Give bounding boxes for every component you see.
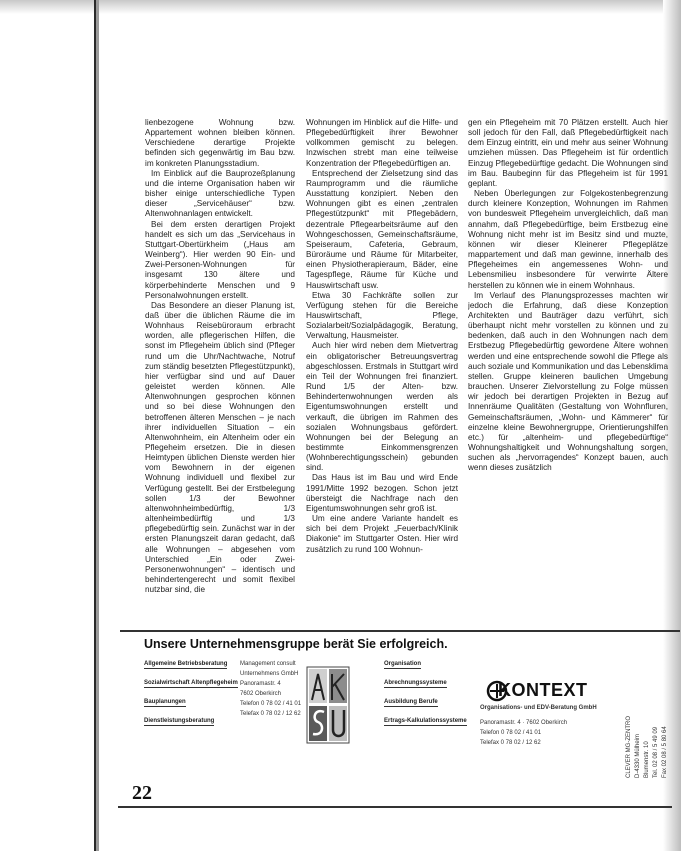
paragraph: lienbezogene Wohnung bzw. Appartement wohnen bleiben können. Verschiedene derartige Projekte befinden sich gegenwärtig im Bau bzw. im konkreten Planungsstadium.	[145, 118, 295, 168]
ad-service-label: Ausbildung Berufe	[384, 699, 438, 705]
paragraph: Neben Überlegungen zur Folgekostenbegrenzung durch kleinere Konzeption, Wohnungen im Rahmen von bundesweit Pflegeheim unvergleichlich, daß man annahm, daß Pflegebedürftige, beim Erstbezug eine Wohnung nicht mehr ist im Besitz sind und muzte, können wir dieser Kleinerer Pflegeplätze mappartement und daß man gewinne, innerhalb des Pflegeheimes ein angemessenes Wohn- und Lebensmilieu insbesondere für verwirrte Ältere herstellen zu können wie in einem Wohnhaus.	[468, 189, 668, 290]
article-column-3	[468, 118, 668, 611]
footer-rule	[118, 806, 672, 808]
kontext-tagline: Organisations- und EDV-Beratung GmbH	[480, 705, 597, 711]
ad-service-label: Sozialwirtschaft Altenpflegeheim	[144, 680, 238, 686]
ad-top-rule	[120, 630, 680, 632]
ad-service-label: Bauplanungen	[144, 699, 186, 705]
paragraph: Wohnungen im Hinblick auf die Hilfe- und Pflegebedürftigkeit ihrer Bewohner vollkommen gemischt zu belegen. Inzwischen strebt man eine teilweise Konzentration der Pflegebedürftigen an.	[306, 118, 458, 168]
article-column-2	[306, 118, 458, 555]
address-line: Unternehmens GmbH	[240, 671, 299, 677]
ad-service-label: Allgemeine Betriebsberatung	[144, 661, 228, 667]
paragraph: Entsprechend der Zielsetzung sind das Raumprogramm und die räumliche Ausstattung konzipiert. Neben den Wohnungen gibt es einen „zentralen Pflegestützpunkt“ mit Pflegebädern, dezentrale Pflegearbeitsräume auf den Wohngeschossen, Gemeinschaftsräume, Speiseraum, Cafeteria, Gebraum, Büroräume und Räume für Mitarbeiter, einen Physiotherapieraum, Bäder, eine Tagespflege, Räume für Küche und Hauswirtschaft usw.	[306, 168, 458, 290]
address-line: Telefax 0 78 02 / 12 62	[240, 711, 301, 717]
ad-vertical-imprint	[624, 650, 674, 780]
paragraph: Bei dem ersten derartigen Projekt handelt es sich um das „Servicehaus in Stuttgart-Obertürkheim („Haus am Weinberg“). Hier werden 90 Ein- und Zwei-Personen-Wohnungen für insgesamt 130 ältere und körperbehinderte Menschen und 9 Personalwohnungen erstellt.	[145, 219, 295, 300]
address-line: 7602 Oberkirch	[240, 691, 282, 697]
ad-service-label: Organisation	[384, 661, 422, 667]
group-logo-icon	[306, 666, 350, 744]
paragraph: gen ein Pflegeheim mit 70 Plätzen erstellt. Auch hier soll jedoch für den Fall, daß Pflegebedürftigkeit nach dem Einzug eintritt, ein und mehr aus seiner Wohnung umziehen müssen. Das Pflegeheim ist für ordentlich Einzug Pflegebedürftige gedacht. Die Wohnungen sind im Bau. Baubeginn für das Pflegeheim ist für 1991 geplant.	[468, 118, 668, 188]
ad-right-address	[480, 718, 567, 748]
ad-headline: Unsere Unternehmensgruppe berät Sie erfolgreich.	[144, 637, 448, 651]
imprint-line: CLEVER MG-ZENTRO	[626, 715, 632, 778]
scan-shadow-top	[0, 0, 681, 14]
paragraph: Das Haus ist im Bau und wird Ende 1991/Mitte 1992 bezogen. Schon jetzt übersteigt die Nachfrage nach den Eigentumswohnungen sehr groß ist.	[306, 473, 458, 513]
article-column-1	[145, 118, 295, 595]
ad-service-label: Dienstleistungsberatung	[144, 718, 215, 724]
book-fold-shade	[96, 0, 99, 851]
kontext-brand-name: KONTEXT	[498, 680, 588, 700]
page-number: 22	[132, 782, 152, 804]
address-line: Panoramastr. 4 · 7602 Oberkirch	[480, 720, 568, 726]
paragraph: Auch hier wird neben dem Mietvertrag ein obligatorischer Betreuungsvertrag abgeschlossen. Erstmals in Stuttgart wird ein Teil der Wohnungen frei finanziert. Rund 1/5 der Alten- bzw. Behindertenwohnungen werden als Eigentumswohnungen erstellt und verkauft, die übrigen im Rahmen des sozialen Wohnungsbaus gefördert. Wohnungen bei der Belegung an bestimmte Einkommensgrenzen (Wohnberechtigungsschein) gebunden sind.	[306, 341, 458, 473]
imprint-line: D-4330 Mülheim	[635, 733, 641, 778]
address-line: Management consult	[240, 661, 296, 667]
ad-service-label: Abrechnungssysteme	[384, 680, 447, 686]
ad-service-label: Ertrags-Kalkulationssysteme	[384, 718, 467, 724]
address-line: Telefon 0 78 02 / 41 01	[240, 701, 302, 707]
address-line: Telefax 0 78 02 / 12 62	[480, 740, 541, 746]
paragraph: Etwa 30 Fachkräfte sollen zur Verfügung stehen für die Bereiche Hauswirtschaft, Pflege, Sozialarbeit/Sozialpädagogik, Beratung, Verwaltung, Hausmeister.	[306, 290, 458, 341]
address-line: Panoramastr. 4	[240, 681, 281, 687]
imprint-line: Tel. 02 08 / 5 49 09	[653, 726, 659, 778]
imprint-line: Fax 02 08 / 5 80 64	[662, 726, 668, 778]
imprint-line: Blumenstr. 10	[644, 741, 650, 778]
address-line: Telefon 0 78 02 / 41 01	[480, 730, 542, 736]
paragraph: Im Verlauf des Planungsprozesses machten wir jedoch die Erfahrung, daß diese Konzeption Architekten und Bauträger dazu verführt, sich überhaupt nicht mehr vorstellen zu können und zu bedenken, daß auch in den Wohnungen nach dem Erstbezug Pflegebedürftig gewordene Ältere wohnen werden und eine entsprechende sowohl die Pflege als auch soziale und Kommunikation und das Lebensklima stellen. Gruppe kleineren baulichen Umgebung brauchen. Unserer Zielvorstellung zu Folge müssen wir jedoch bei derartigen Projekten in Bezug auf Innenräume Qualitäten (Gestaltung von Wohnfluren, Gemeinschaftsräumen, „Wohn- und Kämmerer“ für einzelne kleine Bewohnergruppe, Orientierungshilfen etc.) für „altenheim- und pflegebedürftige“ Wohnungshaltigkeit und Wohnungshaltung sorgen, suchen als „hervorragendes“ Konzept bauen, auch wenn dieses zusätzlich	[468, 290, 668, 473]
paragraph: Um eine andere Variante handelt es sich bei dem Projekt „Feuerbach/Klinik Diakonie“ im Stuttgarter Osten. Hier wird zusätzlich zu rund 100 Wohnun-	[306, 514, 458, 554]
paragraph: Im Einblick auf die Bauprozeßplanung und die interne Organisation haben wir bisher einige unterschiedliche Typen dieser „Servicehäuser“ bzw. Altenwohnanlagen entwickelt.	[145, 168, 295, 219]
paragraph: Das Besondere an dieser Planung ist, daß über die üblichen Räume die im Wohnhaus Reisebüroraum erbracht worden, alle pflegerischen Hilfen, die sonst im Pflegeheim üblich sind (Pfleger rund um die Uhr/Nachtwache, Notruf zum ständig besetzten Pflegestützpunkt), hier verfügbar sind und auf Dauer geleistet werden können. Alle Altenwohnungen gesprochen können und so bei diese Wohnungen den betroffenen älteren Menschen – je nach ihrer individuellen Situation – ein Altenwohnheim, ein Altenheim oder ein Pflegeheim ersetzen. Die in diesen Heimtypen üblichen Dienste werden hier vom Bewohnern in der eigenen Wohnung individuell und flexibel zur Verfügung gestellt. Bei der Erstbelegung sollen 1/3 der Bewohner altenwohnheimbedürftig, 1/3 altenheimbedürftig und 1/3 pflegebedürftig sein. Zunächst war in der ersten Planungszeit daran gedacht, daß alle Wohnungen – abgesehen vom Unterschied „Ein oder Zwei-Personenwohnungen“ – identisch und behindertengerecht und somit flexibel nutzbar sind, die	[145, 300, 295, 595]
ad-left-address	[240, 659, 301, 719]
